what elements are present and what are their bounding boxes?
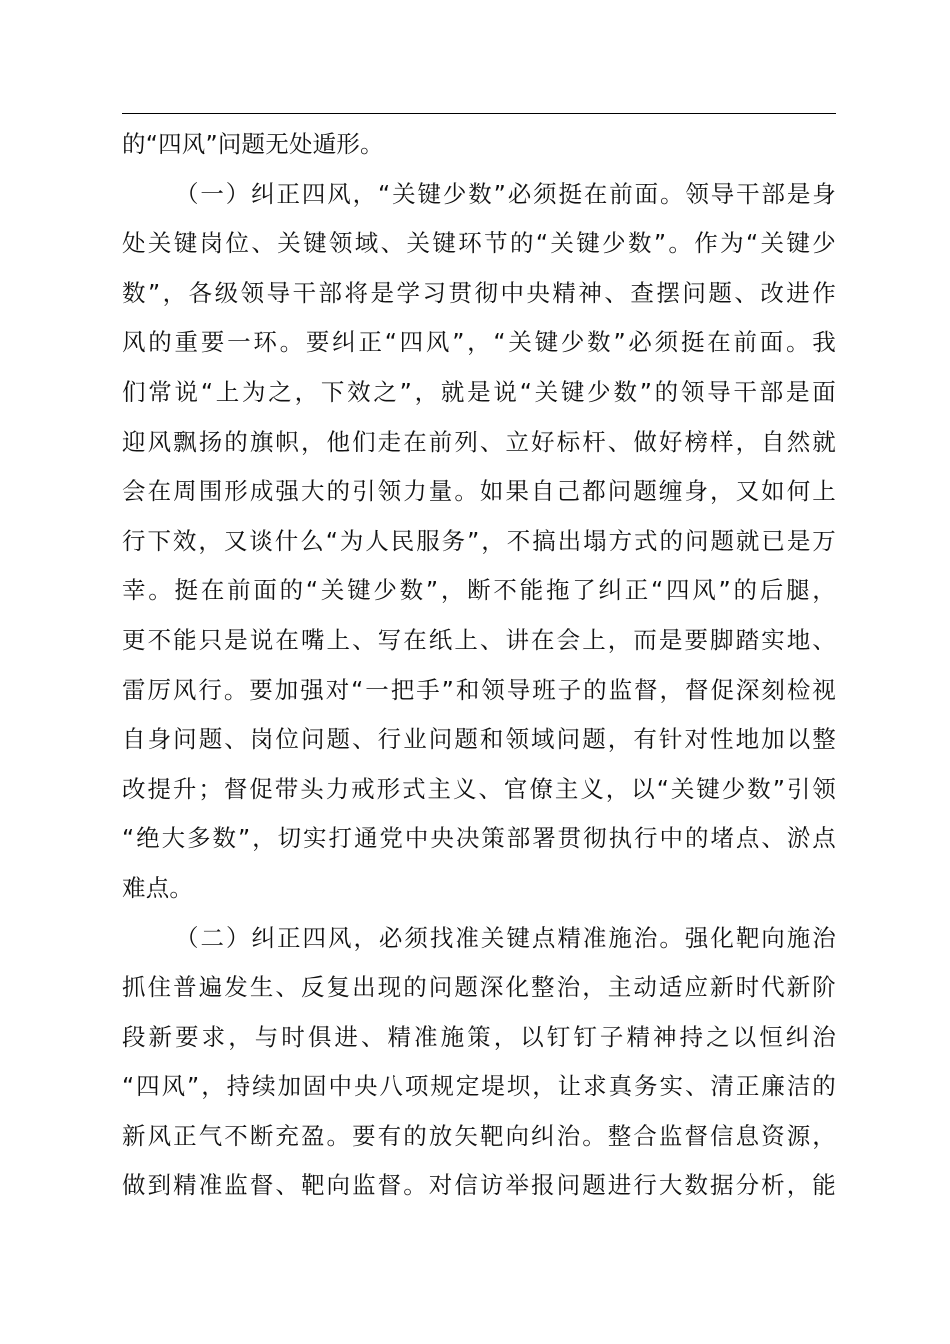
text-line: 幸。挺在前面的“关键少数”，断不能拖了纠正“四风”的后腿，: [122, 576, 836, 605]
text-line: “绝大多数”，切实打通党中央决策部署贯彻执行中的堵点、淤点: [122, 824, 836, 853]
text-line: 新风正气不断充盈。要有的放矢靶向纠治。整合监督信息资源，: [122, 1121, 836, 1150]
text-line: 改提升；督促带头力戒形式主义、官僚主义，以“关键少数”引领: [122, 774, 836, 803]
text-line: 迎风飘扬的旗帜，他们走在前列、立好标杆、做好榜样，自然就: [122, 427, 836, 456]
text-line: 风的重要一环。要纠正“四风”，“关键少数”必须挺在前面。我: [122, 328, 836, 357]
text-line: 行下效，又谈什么“为人民服务”，不搞出塌方式的问题就已是万: [122, 526, 836, 555]
body-text: [122, 120, 842, 1211]
text-line: 难点。: [122, 873, 194, 902]
header-rule: [122, 113, 836, 114]
text-line: 们常说“上为之，下效之”，就是说“关键少数”的领导干部是面: [122, 377, 836, 406]
text-line: 做到精准监督、靶向监督。对信访举报问题进行大数据分析，能: [122, 1171, 836, 1200]
text-line: 雷厉风行。要加强对“一把手”和领导班子的监督，督促深刻检视: [122, 675, 836, 704]
text-line: 会在周围形成强大的引领力量。如果自己都问题缠身，又如何上: [122, 477, 836, 506]
text-line: （一）纠正四风，“关键少数”必须挺在前面。领导干部是身: [175, 179, 836, 208]
text-line: （二）纠正四风，必须找准关键点精准施治。强化靶向施治: [175, 923, 836, 952]
text-line: 数”，各级领导干部将是学习贯彻中央精神、查摆问题、改进作: [122, 278, 836, 307]
text-line: 段新要求，与时俱进、精准施策，以钉钉子精神持之以恒纠治: [122, 1022, 836, 1051]
text-line: 更不能只是说在嘴上、写在纸上、讲在会上，而是要脚踏实地、: [122, 625, 836, 654]
text-line: 抓住普遍发生、反复出现的问题深化整治，主动适应新时代新阶: [122, 973, 836, 1002]
text-line: 自身问题、岗位问题、行业问题和领域问题，有针对性地加以整: [122, 725, 836, 754]
text-line: 处关键岗位、关键领域、关键环节的“关键少数”。作为“关键少: [122, 229, 836, 258]
text-line: 的“四风”问题无处遁形。: [122, 130, 384, 158]
text-line: “四风”，持续加固中央八项规定堤坝，让求真务实、清正廉洁的: [122, 1072, 836, 1101]
